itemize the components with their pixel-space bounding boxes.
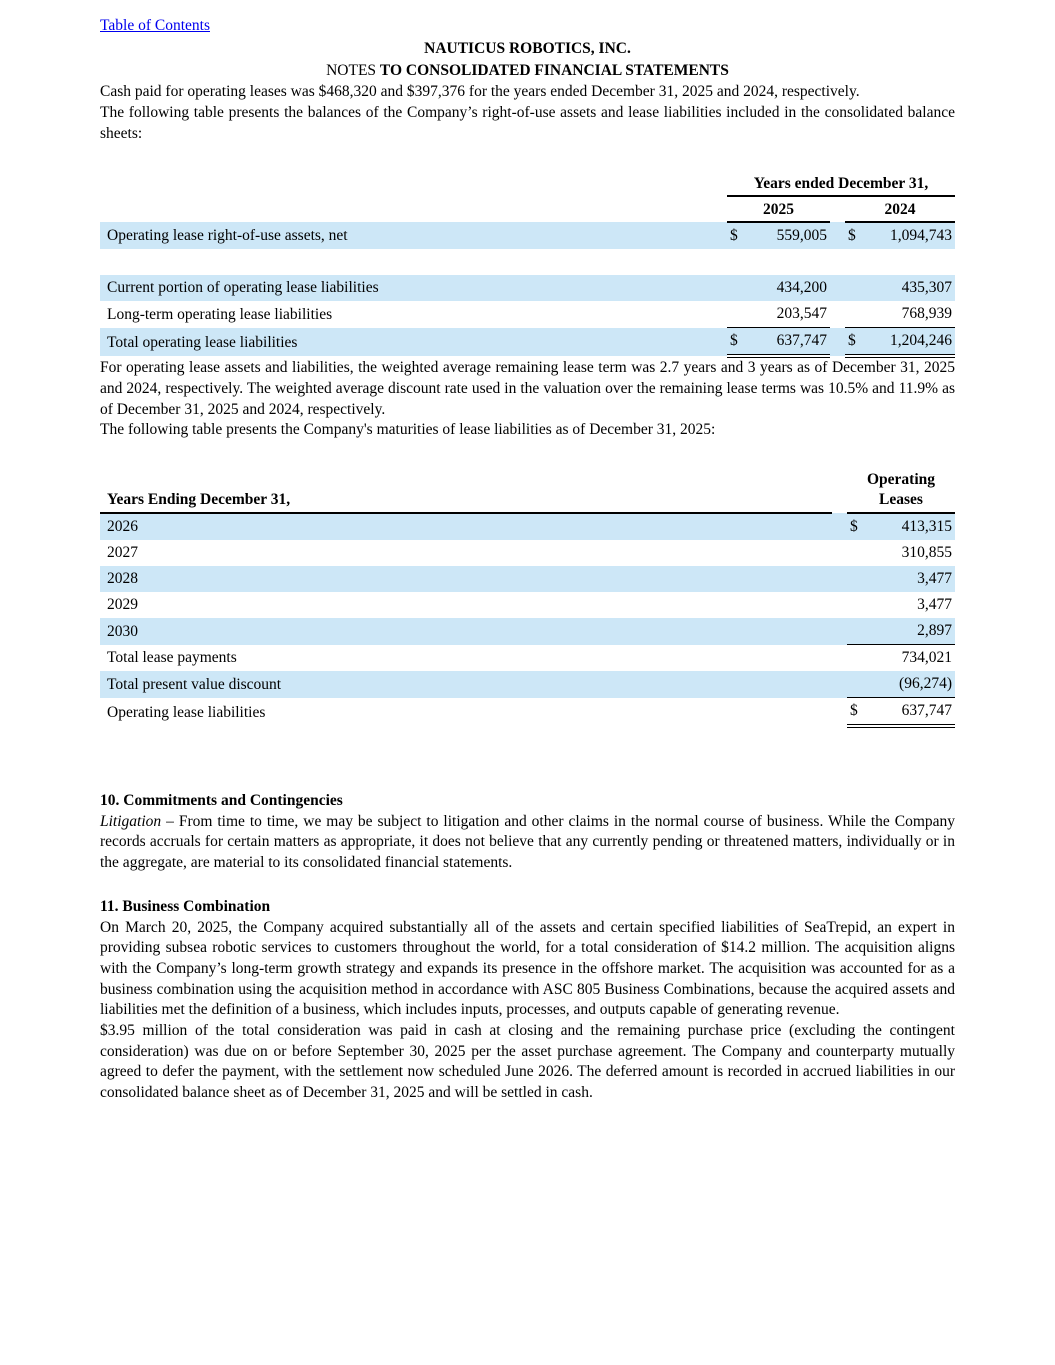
table-row [100,592,955,618]
dollar-sign-cell: $ [727,328,747,357]
row-label: Operating lease right-of-use assets, net [100,222,727,249]
table-row-total [100,328,955,357]
gap-cell [830,196,845,222]
subtitle-bold: TO CONSOLIDATED FINANCIAL STATEMENTS [379,62,729,80]
gap-cell [832,645,847,672]
cash-paid-paragraph: Cash paid for operating leases was $468,320 and $397,376 for the years ended December 31, 2025 and 2024, respectively. [100,83,860,101]
gap-cell [832,513,847,540]
table-row [100,513,955,540]
toc-line [100,16,955,37]
row-label: 2027 [107,544,138,562]
litigation-body: – From time to time, we may be subject to litigation and other claims in the normal course of business. While the Company records accruals for certain matters as appropriate, it does not believe that any currently pending or threatened matters, individually or in the aggregate, are material to its consolidated financial statements. [100,812,955,872]
table-row [100,645,955,672]
dollar-sign-cell: $ [845,328,865,357]
dollar-sign-cell [727,301,747,328]
value-cell: 637,747 [867,698,955,727]
table-row [100,618,955,645]
table-row [100,222,955,249]
dollar-sign-cell [845,275,865,301]
table-row [100,671,955,698]
maturities-header-row [100,467,955,513]
value-cell: 434,200 [747,275,830,301]
dollar-sign-cell [847,671,867,698]
dollar-sign-cell [845,301,865,328]
dollar-sign-cell [847,592,867,618]
year-header-row [100,196,955,222]
maturities-header-value [847,467,955,513]
dollar-sign-cell: $ [727,222,747,249]
litigation-paragraph [100,812,955,874]
page-subtitle [100,61,955,82]
header-line-1: Operating [866,471,936,489]
empty-cell [100,171,727,196]
maturities-table [100,467,955,728]
balances-intro-paragraph: The following table presents the balances of the Company’s right-of-use assets and lease liabilities included in the consolidated balance sheets: [100,103,955,142]
column-header-2024: 2024 [845,196,955,222]
table-row-total [100,698,955,727]
dollar-sign-cell: $ [847,698,867,727]
subtitle-regular: NOTES [326,62,380,80]
row-label: Total present value discount [100,671,832,698]
spacer-row [100,249,955,275]
maturities-intro-paragraph: The following table presents the Company's maturities of lease liabilities as of December 31, 2025: [100,421,716,439]
gap-cell [832,698,847,727]
value-cell: 1,094,743 [865,222,955,249]
row-label: Total operating lease liabilities [100,328,727,357]
row-label: 2028 [100,566,832,592]
empty-cell [100,249,955,275]
value-cell: 768,939 [865,301,955,328]
gap-cell [832,566,847,592]
maturities-header-label: Years Ending December 31, [100,467,832,513]
gap-cell [832,467,847,513]
table-row [100,301,955,328]
dollar-sign-cell [847,566,867,592]
empty-cell [100,196,727,222]
value-cell: 310,855 [901,544,952,562]
value-cell: 203,547 [747,301,830,328]
row-label: Operating lease liabilities [107,704,266,722]
weighted-average-paragraph: For operating lease assets and liabilities, the weighted average remaining lease term was 2.7 years and 3 years as of December 31, 2025 and 2024, respectively. The weighted average discount rate used in the valuation over the remaining lease terms was 10.5% and 11.9% as of December 31, 2025 and 2024, respectively. [100,359,955,418]
litigation-term: Litigation [100,812,162,830]
dollar-sign-cell: $ [845,222,865,249]
gap-cell [832,540,847,566]
value-cell: 1,204,246 [865,328,955,357]
dollar-sign-cell [727,275,747,301]
business-combination-paragraph-2: $3.95 million of the total consideration was paid in cash at closing and the remaining purchase price (excluding the contingent consideration) was due on or before September 30, 2025 per the asset purchase agreement. The Company and counterparty mutually agreed to defer the payment, with the settlement now scheduled June 2026. The deferred amount is recorded in accrued liabilities in our consolidated balance sheet as of December 31, 2025 and will be settled in cash. [100,1022,955,1102]
dollar-sign-cell [847,645,867,672]
header-line-2: Leases [879,491,923,509]
row-label: 2030 [100,618,832,645]
value-cell: 637,747 [747,328,830,357]
value-cell: 435,307 [865,275,955,301]
balance-table [100,171,955,358]
gap-cell [830,301,845,328]
gap-cell [830,222,845,249]
row-label: Long-term operating lease liabilities [107,305,333,323]
column-header-2025: 2025 [727,196,830,222]
row-label: Total lease payments [107,649,237,667]
dollar-sign-cell: $ [847,513,867,540]
period-header-row [100,171,955,196]
value-cell: 3,477 [917,596,952,614]
table-of-contents-link[interactable]: Table of Contents [100,17,210,34]
gap-cell [832,618,847,645]
row-label: 2029 [107,596,138,614]
gap-cell [832,592,847,618]
gap-cell [830,275,845,301]
row-label: 2026 [100,513,832,540]
period-header: Years ended December 31, [727,171,955,196]
value-cell: 3,477 [867,566,955,592]
dollar-sign-cell [847,618,867,645]
gap-cell [830,328,845,357]
dollar-sign-cell [847,540,867,566]
value-cell: 559,005 [747,222,830,249]
table-row [100,540,955,566]
section-10-heading: 10. Commitments and Contingencies [100,792,343,810]
value-cell: 413,315 [867,513,955,540]
table-row [100,275,955,301]
gap-cell [832,671,847,698]
section-11-heading: 11. Business Combination [100,897,271,915]
page-title: NAUTICUS ROBOTICS, INC. [424,39,631,57]
business-combination-paragraph-1: On March 20, 2025, the Company acquired substantially all of the assets and certain specified liabilities of SeaTrepid, an expert in providing subsea robotic services to customers throughout the world, for a total consideration of $14.2 million. The acquisition aligns with the Company’s long-term growth strategy and expands its presence in the offshore market. The acquisition was accounted for as a business combination using the acquisition method in accordance with ASC 805 Business Combinations, because the acquired assets and liabilities met the definition of a business, which includes inputs, processes, and outputs capable of generating revenue. [100,918,955,1019]
value-cell: 734,021 [901,649,952,667]
value-cell: 2,897 [867,618,955,645]
table-row [100,566,955,592]
value-cell: (96,274) [867,671,955,698]
row-label: Current portion of operating lease liabilities [100,275,727,301]
